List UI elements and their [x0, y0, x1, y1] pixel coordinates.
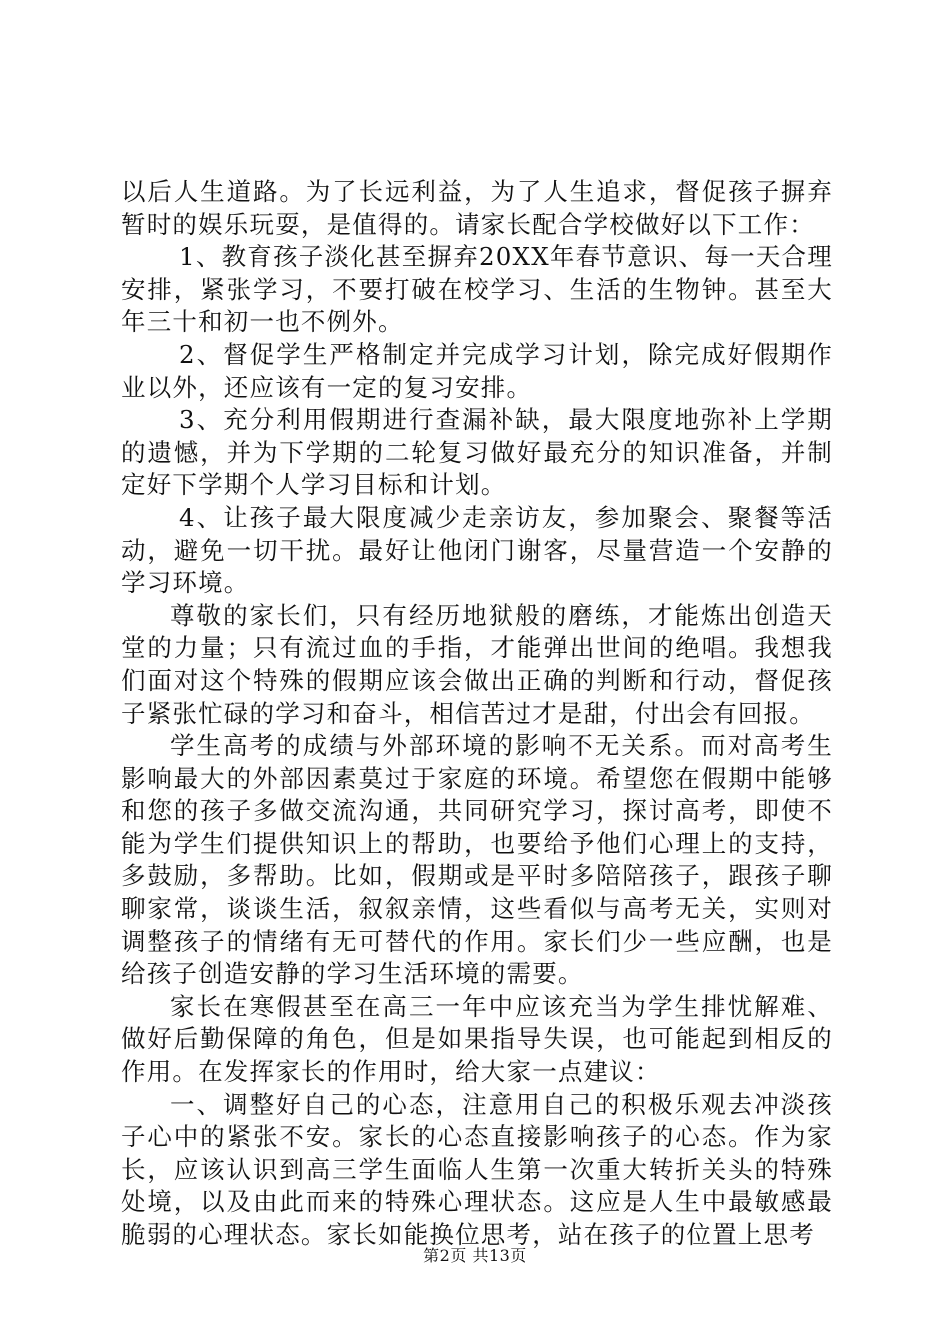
paragraph-item-4: 4、让孩子最大限度减少走亲访友，参加聚会、聚餐等活动，避免一切干扰。最好让他闭门谢客，尽量营造一个安静的学习环境。 — [121, 502, 833, 598]
page-footer — [0, 1246, 950, 1266]
paragraph-suggestion-1: 一、调整好自己的心态，注意用自己的积极乐观去冲淡孩子心中的紧张不安。家长的心态直接影响孩子的心态。作为家长，应该认识到高三学生面临人生第一次重大转折关头的特殊处境，以及由此而来的特殊心理状态。这应是人生中最敏感最脆弱的心理状态。家长如能换位思考，站在孩子的位置上思考 — [121, 1089, 833, 1249]
page-number-label: 第2页 共13页 — [423, 1246, 527, 1265]
paragraph-item-1: 1、教育孩子淡化甚至摒弃20XX年春节意识、每一天合理安排，紧张学习，不要打破在校学习、生活的生物钟。甚至大年三十和初一也不例外。 — [121, 242, 833, 337]
paragraph-item-2: 2、督促学生严格制定并完成学习计划，除完成好假期作业以外，还应该有一定的复习安排。 — [121, 339, 833, 402]
paragraph-continuation: 以后人生道路。为了长远利益，为了人生追求，督促孩子摒弃暂时的娱乐玩耍，是值得的。请家长配合学校做好以下工作： — [121, 177, 833, 239]
paragraph-family-environment: 学生高考的成绩与外部环境的影响不无关系。而对高考生影响最大的外部因素莫过于家庭的环境。希望您在假期中能够和您的孩子多做交流沟通，共同研究学习，探讨高考，即使不能为学生们提供知识上的帮助，也要给予他们心理上的支持，多鼓励，多帮助。比如，假期或是平时多陪陪孩子，跟孩子聊聊家常，谈谈生活，叙叙亲情，这些看似与高考无关，实则对调整孩子的情绪有无可替代的作用。家长们少一些应酬，也是给孩子创造安静的学习生活环境的需要。 — [121, 731, 833, 989]
document-body — [121, 176, 833, 1252]
paragraph-dear-parents: 尊敬的家长们，只有经历地狱般的磨练，才能炼出创造天堂的力量；只有流过血的手指，才能弹出世间的绝唱。我想我们面对这个特殊的假期应该会做出正确的判断和行动，督促孩子紧张忙碌的学习和奋斗，相信苦过才是甜，付出会有回报。 — [121, 600, 833, 728]
paragraph-item-3: 3、充分利用假期进行查漏补缺，最大限度地弥补上学期的遗憾，并为下学期的二轮复习做好最充分的知识准备，并制定好下学期个人学习目标和计划。 — [121, 405, 833, 500]
paragraph-parent-role: 家长在寒假甚至在高三一年中应该充当为学生排忧解难、做好后勤保障的角色，但是如果指导失误，也可能起到相反的作用。在发挥家长的作用时，给大家一点建议： — [121, 991, 833, 1087]
